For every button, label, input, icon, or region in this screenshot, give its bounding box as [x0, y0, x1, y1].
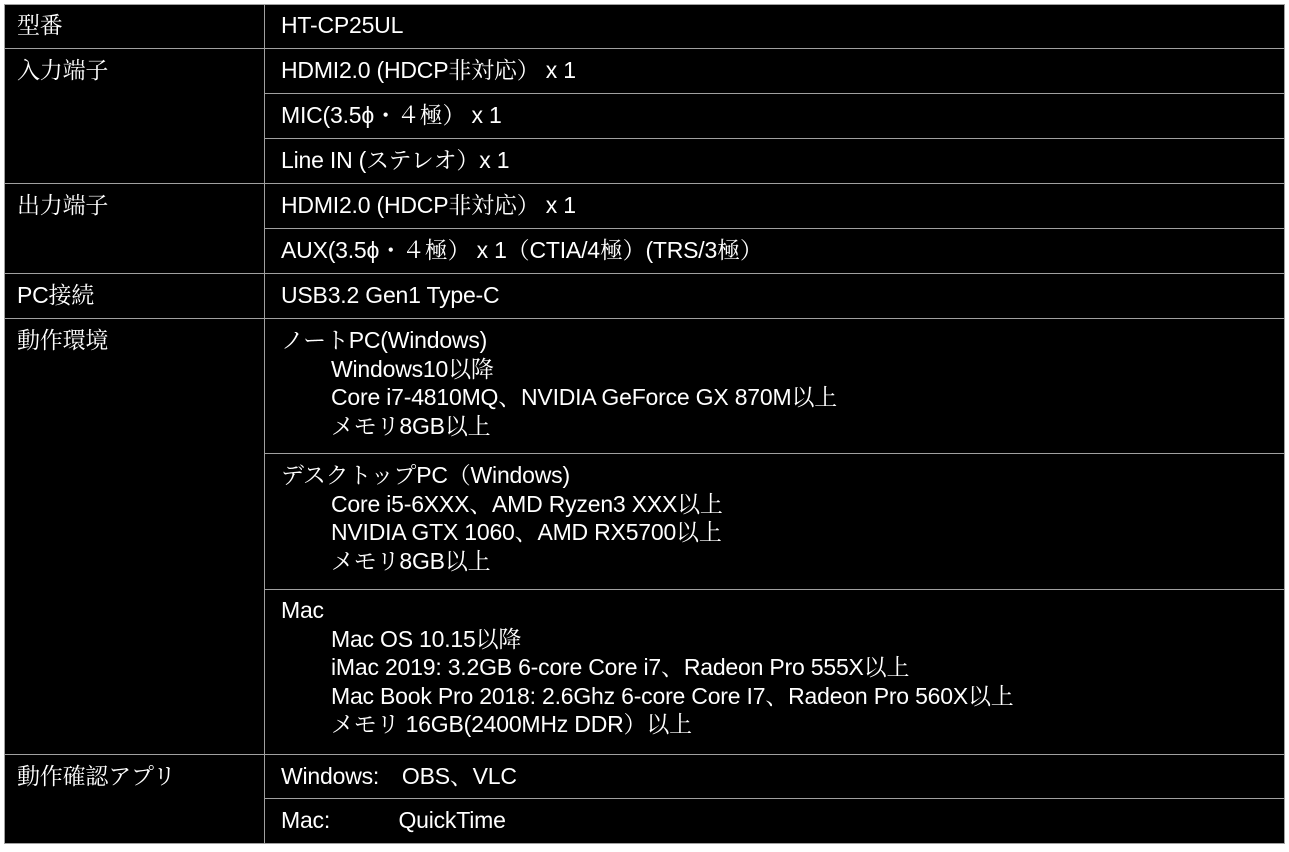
output-value-hdmi: HDMI2.0 (HDCP非対応） x 1 [281, 192, 576, 218]
env-group-heading: ノートPC(Windows) [281, 327, 488, 353]
env-group-item: Mac OS 10.15以降 [331, 625, 522, 652]
apps-value-windows: Windows: OBS、VLC [281, 763, 517, 789]
env-label: 動作環境 [17, 327, 109, 353]
column-divider [264, 5, 265, 843]
env-group-item: Mac Book Pro 2018: 2.6Ghz 6-core Core I7、Radeon Pro 560X以上 [331, 682, 1014, 709]
env-group-item: メモリ8GB以上 [331, 547, 491, 574]
env-group-heading: Mac [281, 597, 324, 623]
row-divider [265, 228, 1284, 229]
row-divider [5, 318, 1284, 319]
apps-value-mac: Mac: QuickTime [281, 807, 506, 833]
model-value: HT-CP25UL [281, 12, 404, 38]
output-label: 出力端子 [17, 192, 109, 218]
row-divider [265, 589, 1284, 590]
pc-label: PC接続 [17, 282, 95, 308]
env-group-heading: デスクトップPC（Windows) [281, 462, 570, 488]
env-group-item: iMac 2019: 3.2GB 6-core Core i7、Radeon Pro 555X以上 [331, 654, 910, 680]
row-divider [5, 273, 1284, 274]
row-divider [5, 183, 1284, 184]
pc-value: USB3.2 Gen1 Type-C [281, 282, 500, 308]
row-divider [5, 754, 1284, 755]
row-divider [265, 138, 1284, 139]
env-group-notebook [281, 326, 1281, 440]
env-group-item: Windows10以降 [331, 355, 494, 382]
env-group-desktop [281, 461, 1281, 575]
input-value-linein: Line IN (ステレオ）x 1 [281, 147, 510, 173]
row-divider [265, 798, 1284, 799]
env-group-item: メモリ 16GB(2400MHz DDR）以上 [331, 711, 692, 737]
row-divider [5, 48, 1284, 49]
env-group-item: Core i7-4810MQ、NVIDIA GeForce GX 870M以上 [331, 384, 838, 410]
row-divider [265, 93, 1284, 94]
row-divider [265, 453, 1284, 454]
env-group-item: NVIDIA GTX 1060、AMD RX5700以上 [331, 519, 722, 545]
input-value-hdmi: HDMI2.0 (HDCP非対応） x 1 [281, 57, 576, 83]
env-group-item: Core i5-6XXX、AMD Ryzen3 XXX以上 [331, 490, 723, 517]
output-value-aux: AUX(3.5ϕ・４極） x 1（CTIA/4極）(TRS/3極） [281, 237, 763, 263]
spec-table [4, 4, 1285, 844]
env-group-mac [281, 596, 1281, 739]
apps-label: 動作確認アプリ [17, 763, 176, 789]
env-group-item: メモリ8GB以上 [331, 412, 491, 439]
input-value-mic: MIC(3.5ϕ・４極） x 1 [281, 102, 502, 128]
model-label: 型番 [17, 12, 63, 38]
input-label: 入力端子 [17, 57, 109, 83]
